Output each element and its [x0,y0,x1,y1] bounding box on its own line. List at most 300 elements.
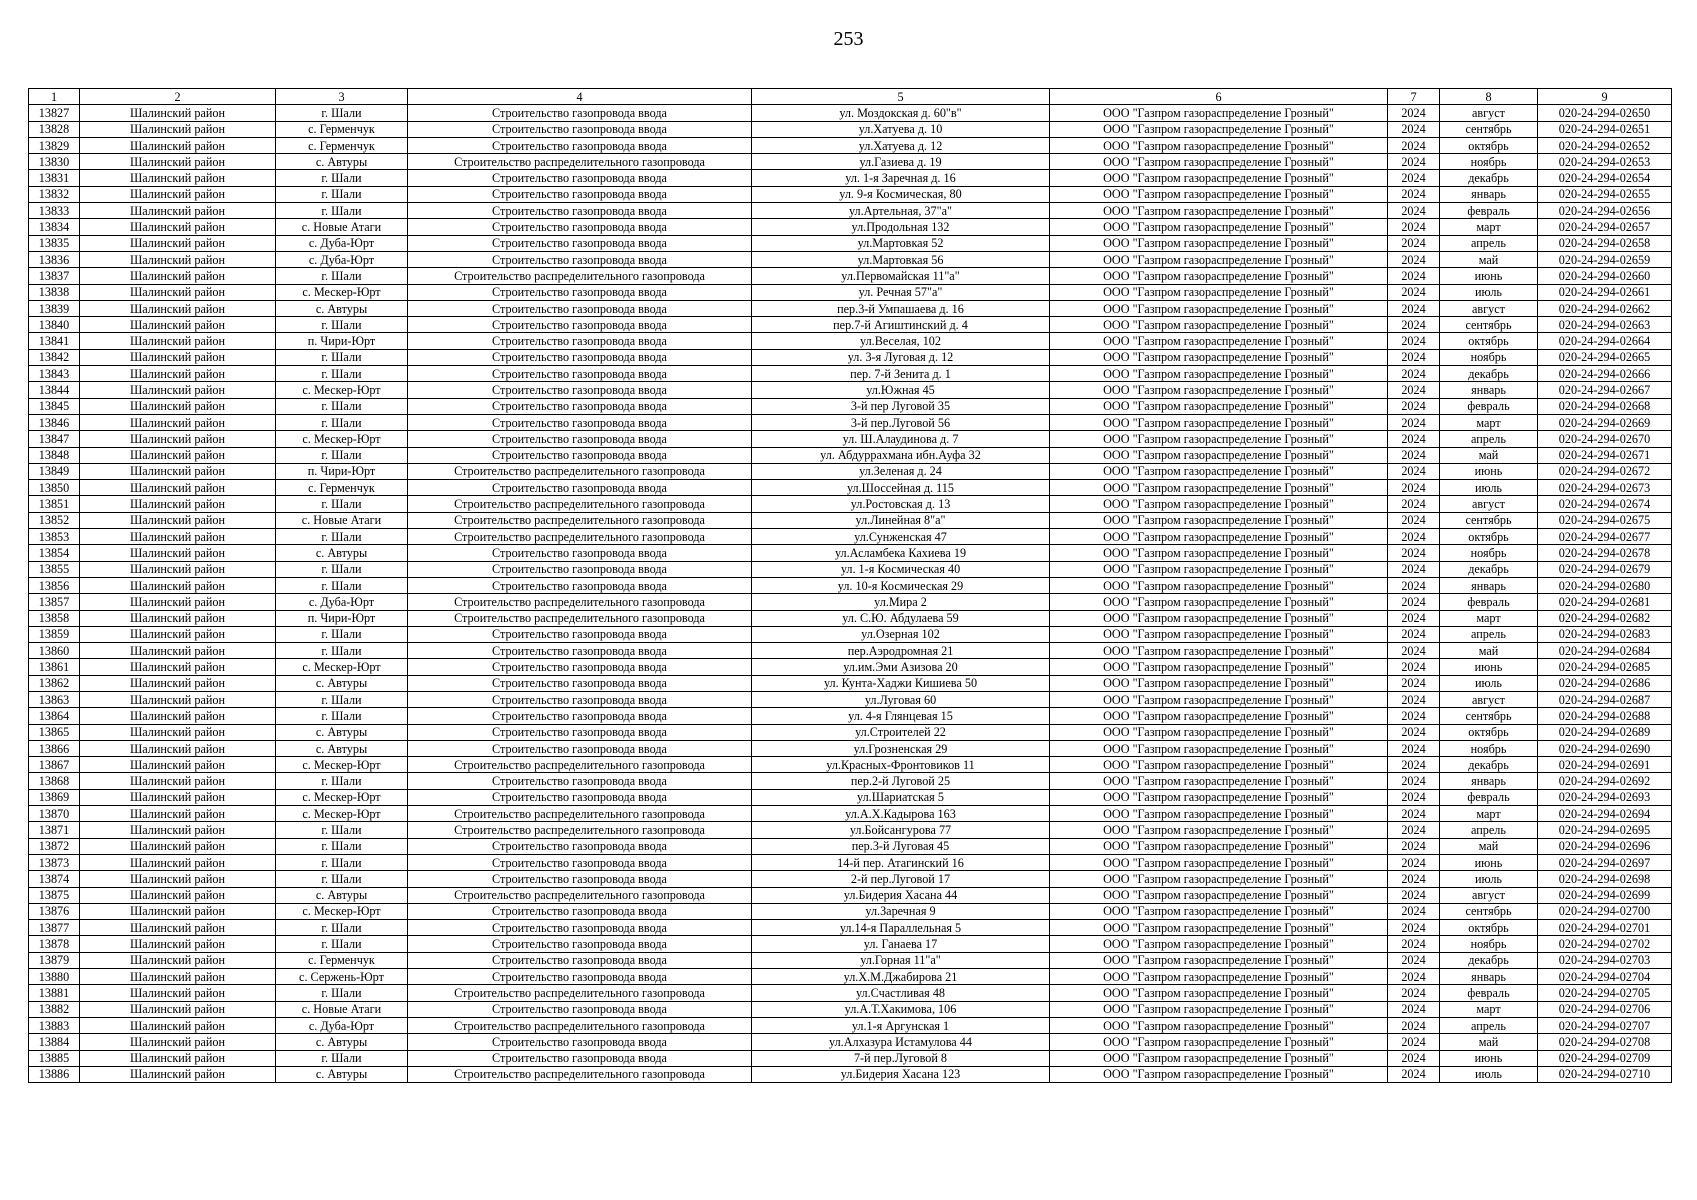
cell-month: декабрь [1440,170,1538,186]
cell-settlement: г. Шали [276,203,408,219]
cell-address: ул. 4-я Глянцевая 15 [752,708,1050,724]
cell-district: Шалинский район [80,463,276,479]
cell-month: май [1440,643,1538,659]
cell-registry-code: 020-24-294-02673 [1538,480,1672,496]
cell-district: Шалинский район [80,577,276,593]
cell-month: февраль [1440,398,1538,414]
cell-registry-code: 020-24-294-02688 [1538,708,1672,724]
cell-organization: ООО "Газпром газораспределение Грозный" [1050,235,1388,251]
cell-work-type: Строительство газопровода ввода [408,789,752,805]
cell-work-type: Строительство газопровода ввода [408,577,752,593]
cell-number: 13840 [29,317,80,333]
cell-address: ул.1-я Аргунская 1 [752,1017,1050,1033]
cell-month: март [1440,1001,1538,1017]
cell-address: ул. Ш.Алаудинова д. 7 [752,431,1050,447]
cell-month: сентябрь [1440,708,1538,724]
column-header-year: 7 [1388,89,1440,105]
cell-registry-code: 020-24-294-02653 [1538,154,1672,170]
cell-work-type: Строительство газопровода ввода [408,675,752,691]
cell-organization: ООО "Газпром газораспределение Грозный" [1050,480,1388,496]
cell-month: июль [1440,1066,1538,1082]
cell-district: Шалинский район [80,121,276,137]
cell-organization: ООО "Газпром газораспределение Грозный" [1050,284,1388,300]
cell-address: ул.Луговая 60 [752,691,1050,707]
cell-month: октябрь [1440,920,1538,936]
cell-month: июнь [1440,1050,1538,1066]
cell-registry-code: 020-24-294-02664 [1538,333,1672,349]
cell-number: 13844 [29,382,80,398]
cell-year: 2024 [1388,414,1440,430]
cell-month: март [1440,414,1538,430]
cell-organization: ООО "Газпром газораспределение Грозный" [1050,920,1388,936]
cell-address: ул.Х.М.Джабирова 21 [752,969,1050,985]
cell-work-type: Строительство газопровода ввода [408,724,752,740]
cell-work-type: Строительство газопровода ввода [408,333,752,349]
cell-registry-code: 020-24-294-02708 [1538,1034,1672,1050]
table-body [29,105,1672,1083]
table-row [29,643,1672,659]
cell-number: 13855 [29,561,80,577]
cell-address: ул. 10-я Космическая 29 [752,577,1050,593]
table-row [29,871,1672,887]
cell-work-type: Строительство газопровода ввода [408,854,752,870]
cell-work-type: Строительство газопровода ввода [408,773,752,789]
cell-year: 2024 [1388,773,1440,789]
table-row [29,626,1672,642]
cell-address: пер. 7-й Зенита д. 1 [752,366,1050,382]
cell-number: 13831 [29,170,80,186]
cell-month: апрель [1440,626,1538,642]
cell-registry-code: 020-24-294-02710 [1538,1066,1672,1082]
cell-organization: ООО "Газпром газораспределение Грозный" [1050,219,1388,235]
cell-address: ул. 1-я Заречная д. 16 [752,170,1050,186]
table-row [29,887,1672,903]
cell-settlement: с. Герменчук [276,480,408,496]
cell-month: май [1440,1034,1538,1050]
cell-address: ул.Бойсангурова 77 [752,822,1050,838]
cell-month: июль [1440,284,1538,300]
cell-organization: ООО "Газпром газораспределение Грозный" [1050,154,1388,170]
cell-work-type: Строительство газопровода ввода [408,300,752,316]
cell-work-type: Строительство газопровода ввода [408,121,752,137]
cell-number: 13870 [29,806,80,822]
cell-work-type: Строительство газопровода ввода [408,708,752,724]
cell-year: 2024 [1388,512,1440,528]
cell-year: 2024 [1388,838,1440,854]
cell-district: Шалинский район [80,724,276,740]
cell-number: 13869 [29,789,80,805]
table-row [29,333,1672,349]
cell-number: 13872 [29,838,80,854]
cell-organization: ООО "Газпром газораспределение Грозный" [1050,1050,1388,1066]
column-header-work-type: 4 [408,89,752,105]
cell-district: Шалинский район [80,268,276,284]
cell-month: апрель [1440,431,1538,447]
cell-year: 2024 [1388,561,1440,577]
cell-number: 13846 [29,414,80,430]
cell-month: май [1440,251,1538,267]
cell-registry-code: 020-24-294-02659 [1538,251,1672,267]
cell-registry-code: 020-24-294-02668 [1538,398,1672,414]
cell-settlement: с. Герменчук [276,121,408,137]
cell-organization: ООО "Газпром газораспределение Грозный" [1050,561,1388,577]
cell-settlement: с. Автуры [276,154,408,170]
cell-registry-code: 020-24-294-02681 [1538,594,1672,610]
cell-settlement: г. Шали [276,170,408,186]
cell-month: май [1440,447,1538,463]
table-row [29,447,1672,463]
cell-work-type: Строительство газопровода ввода [408,251,752,267]
table-row [29,577,1672,593]
cell-month: июнь [1440,463,1538,479]
cell-address: ул.Озерная 102 [752,626,1050,642]
cell-month: апрель [1440,235,1538,251]
cell-month: август [1440,105,1538,121]
cell-month: декабрь [1440,561,1538,577]
cell-district: Шалинский район [80,1017,276,1033]
cell-district: Шалинский район [80,529,276,545]
cell-work-type: Строительство распределительного газопровода [408,806,752,822]
cell-district: Шалинский район [80,561,276,577]
cell-district: Шалинский район [80,871,276,887]
cell-address: 3-й пер Луговой 35 [752,398,1050,414]
cell-district: Шалинский район [80,822,276,838]
cell-organization: ООО "Газпром газораспределение Грозный" [1050,643,1388,659]
cell-work-type: Строительство газопровода ввода [408,659,752,675]
cell-number: 13868 [29,773,80,789]
cell-address: ул.Ростовская д. 13 [752,496,1050,512]
cell-registry-code: 020-24-294-02667 [1538,382,1672,398]
table-row [29,838,1672,854]
table-row [29,512,1672,528]
cell-address: ул.Шоссейная д. 115 [752,480,1050,496]
cell-district: Шалинский район [80,235,276,251]
cell-organization: ООО "Газпром газораспределение Грозный" [1050,105,1388,121]
cell-district: Шалинский район [80,251,276,267]
cell-organization: ООО "Газпром газораспределение Грозный" [1050,1017,1388,1033]
page-number: 253 [833,28,864,50]
cell-number: 13828 [29,121,80,137]
cell-settlement: с. Новые Атаги [276,219,408,235]
cell-year: 2024 [1388,952,1440,968]
cell-settlement: г. Шали [276,985,408,1001]
registry-table [28,88,1672,1083]
cell-work-type: Строительство газопровода ввода [408,284,752,300]
cell-settlement: с. Мескер-Юрт [276,806,408,822]
cell-year: 2024 [1388,203,1440,219]
cell-address: ул.им.Эми Азизова 20 [752,659,1050,675]
cell-organization: ООО "Газпром газораспределение Грозный" [1050,398,1388,414]
cell-number: 13881 [29,985,80,1001]
cell-work-type: Строительство газопровода ввода [408,317,752,333]
cell-settlement: г. Шали [276,626,408,642]
cell-month: октябрь [1440,333,1538,349]
cell-number: 13863 [29,691,80,707]
cell-month: май [1440,838,1538,854]
cell-settlement: г. Шали [276,447,408,463]
cell-organization: ООО "Газпром газораспределение Грозный" [1050,903,1388,919]
cell-address: ул.Мартовкая 52 [752,235,1050,251]
table-row [29,969,1672,985]
cell-year: 2024 [1388,154,1440,170]
cell-district: Шалинский район [80,170,276,186]
cell-number: 13838 [29,284,80,300]
cell-registry-code: 020-24-294-02703 [1538,952,1672,968]
cell-district: Шалинский район [80,594,276,610]
cell-address: пер.3-й Луговая 45 [752,838,1050,854]
cell-address: ул.Алхазура Истамулова 44 [752,1034,1050,1050]
cell-year: 2024 [1388,740,1440,756]
cell-number: 13882 [29,1001,80,1017]
cell-organization: ООО "Газпром газораспределение Грозный" [1050,871,1388,887]
cell-district: Шалинский район [80,887,276,903]
cell-number: 13883 [29,1017,80,1033]
cell-district: Шалинский район [80,773,276,789]
cell-number: 13842 [29,349,80,365]
cell-address: ул.Грозненская 29 [752,740,1050,756]
cell-registry-code: 020-24-294-02670 [1538,431,1672,447]
cell-registry-code: 020-24-294-02709 [1538,1050,1672,1066]
cell-settlement: с. Автуры [276,1034,408,1050]
cell-registry-code: 020-24-294-02701 [1538,920,1672,936]
cell-district: Шалинский район [80,643,276,659]
cell-organization: ООО "Газпром газораспределение Грозный" [1050,121,1388,137]
cell-number: 13874 [29,871,80,887]
cell-settlement: с. Мескер-Юрт [276,431,408,447]
table-row [29,154,1672,170]
cell-address: ул.А.Х.Кадырова 163 [752,806,1050,822]
cell-registry-code: 020-24-294-02690 [1538,740,1672,756]
cell-work-type: Строительство газопровода ввода [408,219,752,235]
cell-year: 2024 [1388,594,1440,610]
table-row [29,496,1672,512]
cell-number: 13866 [29,740,80,756]
cell-organization: ООО "Газпром газораспределение Грозный" [1050,268,1388,284]
cell-work-type: Строительство распределительного газопровода [408,610,752,626]
cell-address: 2-й пер.Луговой 17 [752,871,1050,887]
cell-settlement: г. Шали [276,871,408,887]
cell-number: 13849 [29,463,80,479]
cell-number: 13836 [29,251,80,267]
cell-year: 2024 [1388,121,1440,137]
cell-organization: ООО "Газпром газораспределение Грозный" [1050,708,1388,724]
cell-registry-code: 020-24-294-02707 [1538,1017,1672,1033]
cell-work-type: Строительство газопровода ввода [408,170,752,186]
cell-month: август [1440,887,1538,903]
table-row [29,251,1672,267]
cell-address: ул.Асламбека Кахиева 19 [752,545,1050,561]
table-row [29,1017,1672,1033]
cell-district: Шалинский район [80,789,276,805]
cell-registry-code: 020-24-294-02658 [1538,235,1672,251]
cell-district: Шалинский район [80,757,276,773]
cell-year: 2024 [1388,447,1440,463]
cell-registry-code: 020-24-294-02698 [1538,871,1672,887]
cell-work-type: Строительство газопровода ввода [408,969,752,985]
cell-registry-code: 020-24-294-02675 [1538,512,1672,528]
cell-year: 2024 [1388,985,1440,1001]
cell-number: 13856 [29,577,80,593]
table-row [29,789,1672,805]
cell-year: 2024 [1388,463,1440,479]
cell-organization: ООО "Газпром газораспределение Грозный" [1050,952,1388,968]
cell-number: 13827 [29,105,80,121]
cell-month: ноябрь [1440,349,1538,365]
table-row [29,317,1672,333]
cell-year: 2024 [1388,317,1440,333]
cell-district: Шалинский район [80,317,276,333]
cell-organization: ООО "Газпром газораспределение Грозный" [1050,675,1388,691]
cell-registry-code: 020-24-294-02695 [1538,822,1672,838]
cell-work-type: Строительство газопровода ввода [408,366,752,382]
cell-month: сентябрь [1440,317,1538,333]
cell-address: ул.Шариатская 5 [752,789,1050,805]
cell-organization: ООО "Газпром газораспределение Грозный" [1050,806,1388,822]
table-row [29,1001,1672,1017]
cell-work-type: Строительство распределительного газопровода [408,887,752,903]
cell-district: Шалинский район [80,659,276,675]
cell-year: 2024 [1388,643,1440,659]
cell-year: 2024 [1388,1066,1440,1082]
cell-settlement: с. Автуры [276,675,408,691]
cell-number: 13876 [29,903,80,919]
cell-district: Шалинский район [80,952,276,968]
cell-settlement: с. Дуба-Юрт [276,594,408,610]
cell-settlement: г. Шали [276,561,408,577]
cell-address: ул.Хатуева д. 10 [752,121,1050,137]
cell-organization: ООО "Газпром газораспределение Грозный" [1050,529,1388,545]
cell-number: 13839 [29,300,80,316]
cell-work-type: Строительство распределительного газопровода [408,268,752,284]
cell-registry-code: 020-24-294-02654 [1538,170,1672,186]
cell-address: ул.А.Т.Хакимова, 106 [752,1001,1050,1017]
cell-month: январь [1440,382,1538,398]
cell-address: ул.Артельная, 37"а" [752,203,1050,219]
cell-number: 13860 [29,643,80,659]
table-row [29,854,1672,870]
cell-organization: ООО "Газпром газораспределение Грозный" [1050,789,1388,805]
cell-year: 2024 [1388,822,1440,838]
cell-work-type: Строительство газопровода ввода [408,936,752,952]
cell-settlement: г. Шали [276,936,408,952]
cell-registry-code: 020-24-294-02669 [1538,414,1672,430]
cell-district: Шалинский район [80,691,276,707]
cell-month: ноябрь [1440,545,1538,561]
cell-work-type: Строительство газопровода ввода [408,1001,752,1017]
table-row [29,773,1672,789]
cell-work-type: Строительство газопровода ввода [408,186,752,202]
cell-month: октябрь [1440,724,1538,740]
cell-district: Шалинский район [80,854,276,870]
cell-year: 2024 [1388,659,1440,675]
cell-district: Шалинский район [80,1050,276,1066]
header-row [29,89,1672,105]
cell-number: 13879 [29,952,80,968]
cell-year: 2024 [1388,105,1440,121]
cell-month: август [1440,691,1538,707]
cell-address: ул.Бидерия Хасана 44 [752,887,1050,903]
cell-organization: ООО "Газпром газораспределение Грозный" [1050,854,1388,870]
cell-number: 13854 [29,545,80,561]
cell-month: июнь [1440,268,1538,284]
cell-settlement: с. Мескер-Юрт [276,659,408,675]
cell-registry-code: 020-24-294-02706 [1538,1001,1672,1017]
cell-organization: ООО "Газпром газораспределение Грозный" [1050,414,1388,430]
cell-address: ул.Красных-Фронтовиков 11 [752,757,1050,773]
cell-district: Шалинский район [80,969,276,985]
cell-organization: ООО "Газпром газораспределение Грозный" [1050,887,1388,903]
cell-registry-code: 020-24-294-02700 [1538,903,1672,919]
cell-month: февраль [1440,203,1538,219]
cell-work-type: Строительство газопровода ввода [408,903,752,919]
cell-work-type: Строительство газопровода ввода [408,838,752,854]
cell-registry-code: 020-24-294-02683 [1538,626,1672,642]
cell-year: 2024 [1388,398,1440,414]
cell-address: пер.2-й Луговой 25 [752,773,1050,789]
cell-month: сентябрь [1440,512,1538,528]
cell-district: Шалинский район [80,1001,276,1017]
cell-work-type: Строительство газопровода ввода [408,920,752,936]
cell-district: Шалинский район [80,675,276,691]
cell-work-type: Строительство газопровода ввода [408,203,752,219]
cell-work-type: Строительство газопровода ввода [408,105,752,121]
cell-address: пер.3-й Умпашаева д. 16 [752,300,1050,316]
cell-month: ноябрь [1440,740,1538,756]
cell-number: 13837 [29,268,80,284]
cell-settlement: г. Шали [276,529,408,545]
cell-registry-code: 020-24-294-02685 [1538,659,1672,675]
cell-work-type: Строительство газопровода ввода [408,235,752,251]
cell-year: 2024 [1388,529,1440,545]
cell-year: 2024 [1388,545,1440,561]
cell-registry-code: 020-24-294-02702 [1538,936,1672,952]
table-row [29,724,1672,740]
cell-registry-code: 020-24-294-02672 [1538,463,1672,479]
cell-year: 2024 [1388,903,1440,919]
cell-district: Шалинский район [80,414,276,430]
cell-address: ул. 9-я Космическая, 80 [752,186,1050,202]
cell-work-type: Строительство распределительного газопровода [408,822,752,838]
cell-registry-code: 020-24-294-02662 [1538,300,1672,316]
cell-settlement: с. Герменчук [276,137,408,153]
table-row [29,936,1672,952]
table-row [29,594,1672,610]
cell-month: апрель [1440,1017,1538,1033]
cell-address: ул.Газиева д. 19 [752,154,1050,170]
cell-number: 13865 [29,724,80,740]
cell-registry-code: 020-24-294-02680 [1538,577,1672,593]
cell-address: ул.Заречная 9 [752,903,1050,919]
column-header-district: 2 [80,89,276,105]
cell-settlement: г. Шали [276,822,408,838]
cell-address: ул.Горная 11"а" [752,952,1050,968]
cell-organization: ООО "Газпром газораспределение Грозный" [1050,317,1388,333]
table-row [29,740,1672,756]
table-row [29,659,1672,675]
cell-registry-code: 020-24-294-02679 [1538,561,1672,577]
cell-month: апрель [1440,822,1538,838]
cell-settlement: г. Шали [276,349,408,365]
cell-organization: ООО "Газпром газораспределение Грозный" [1050,366,1388,382]
cell-month: март [1440,806,1538,822]
cell-settlement: с. Новые Атаги [276,512,408,528]
table-row [29,675,1672,691]
cell-registry-code: 020-24-294-02657 [1538,219,1672,235]
cell-year: 2024 [1388,691,1440,707]
cell-number: 13885 [29,1050,80,1066]
table-row [29,1066,1672,1082]
cell-year: 2024 [1388,170,1440,186]
